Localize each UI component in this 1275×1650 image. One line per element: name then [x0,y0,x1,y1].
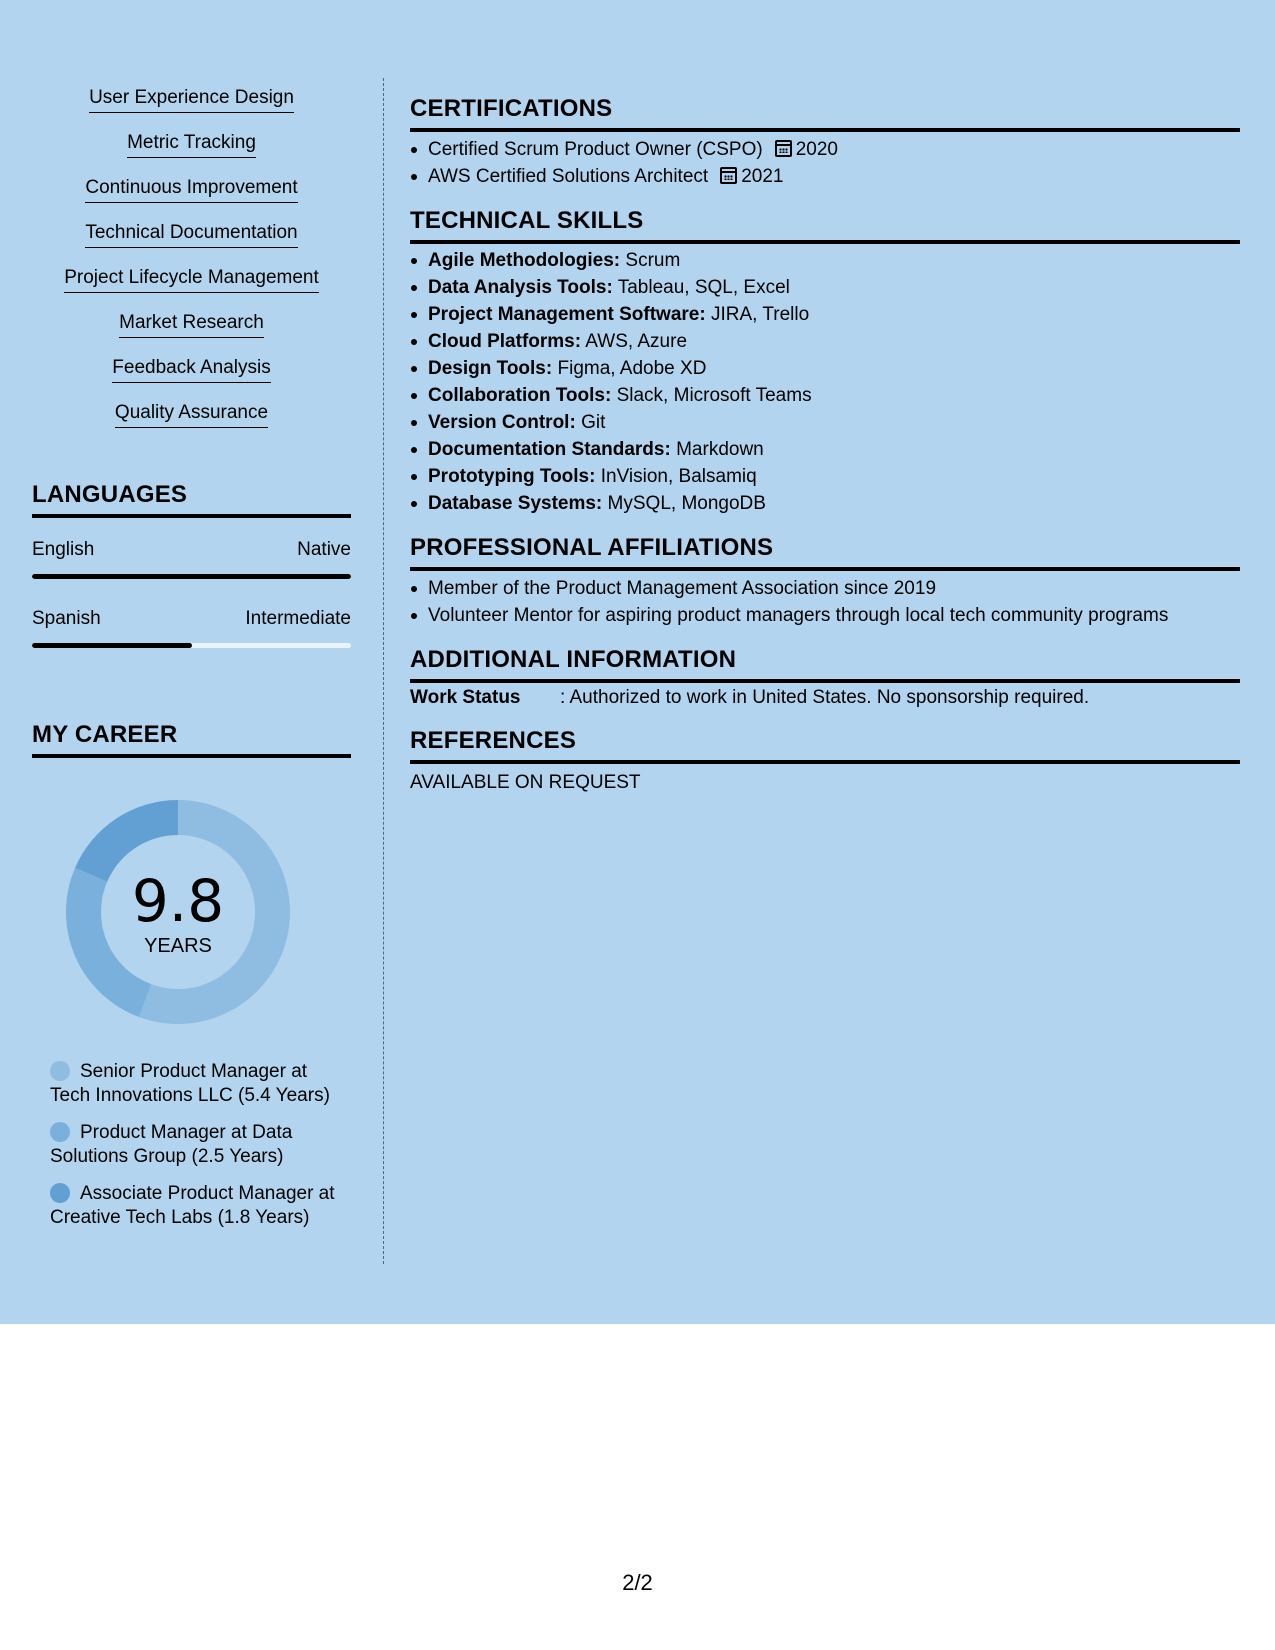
language-name: English [32,539,95,560]
skill-label: Feedback Analysis [112,356,270,383]
work-status-value: : Authorized to work in United States. No sponsorship required. [560,687,1090,708]
tech-skill-label: Collaboration Tools: [428,385,612,406]
tech-skill-item [428,409,1240,436]
column-divider [383,78,384,1264]
page-number: 2/2 [622,1570,653,1595]
tech-skill-label: Project Management Software: [428,304,706,325]
skill-item [32,221,351,266]
technical-skills-heading: TECHNICAL SKILLS [410,206,1240,244]
skill-item [32,401,351,446]
career-legend-item [50,1060,340,1108]
career-unit: YEARS [144,935,212,957]
calendar-icon [775,140,792,157]
career-donut-chart [66,800,290,1024]
skill-label: Technical Documentation [85,221,297,248]
work-status-label: Work Status [410,687,521,708]
certifications-list [428,136,1240,190]
language-bar-fill [32,643,192,648]
career-legend-item [50,1121,340,1169]
tech-skill-label: Cloud Platforms: [428,331,582,352]
language-level: Intermediate [245,608,351,629]
career-label: Product Manager at Data Solutions Group (2.5 Years) [50,1122,293,1167]
certification-year: 2020 [795,139,838,160]
skill-item [32,266,351,311]
tech-skill-label: Agile Methodologies: [428,250,621,271]
tech-skill-value: Scrum [625,250,681,271]
certification-name: AWS Certified Solutions Architect [428,166,709,187]
tech-skill-value: AWS, Azure [585,331,688,352]
tech-skill-item [428,436,1240,463]
certification-item [428,136,1240,163]
career-legend-item [50,1182,340,1230]
skill-label: Market Research [119,311,264,338]
certifications-heading: CERTIFICATIONS [410,94,1240,132]
language-bar-fill [32,574,351,579]
tech-skill-value: JIRA, Trello [710,304,810,325]
references-text: AVAILABLE ON REQUEST [410,772,641,793]
tech-skill-item [428,301,1240,328]
tech-skill-value: MySQL, MongoDB [607,493,766,514]
references-heading: REFERENCES [410,726,1240,764]
tech-skill-item [428,328,1240,355]
skill-item [32,356,351,401]
tech-skill-item [428,382,1240,409]
tech-skill-value: Figma, Adobe XD [557,358,707,379]
tech-skill-item [428,463,1240,490]
legend-dot-icon [50,1122,70,1142]
tech-skill-label: Prototyping Tools: [428,466,596,487]
legend-dot-icon [50,1183,70,1203]
additional-info-heading: ADDITIONAL INFORMATION [410,645,1240,683]
affiliations-list [428,575,1240,629]
affiliation-item: Volunteer Mentor for aspiring product managers through local tech community programs [428,602,1240,629]
tech-skill-label: Database Systems: [428,493,603,514]
calendar-icon [720,167,737,184]
languages-heading: LANGUAGES [32,480,351,518]
language-level: Native [297,539,351,560]
tech-skill-item [428,490,1240,517]
tech-skill-value: Git [581,412,606,433]
certification-name: Certified Scrum Product Owner (CSPO) [428,139,763,160]
tech-skill-value: InVision, Balsamiq [600,466,757,487]
tech-skill-item [428,355,1240,382]
language-bar [32,574,351,579]
technical-skills-list [428,247,1240,517]
skill-item [32,131,351,176]
tech-skill-value: Markdown [676,439,764,460]
tech-skill-label: Version Control: [428,412,576,433]
career-legend [50,1060,340,1243]
certification-item [428,163,1240,190]
tech-skill-label: Design Tools: [428,358,553,379]
language-name: Spanish [32,608,101,629]
career-label: Senior Product Manager at Tech Innovations LLC (5.4 Years) [50,1061,330,1106]
career-total: 9.8 [131,867,225,935]
tech-skill-value: Slack, Microsoft Teams [616,385,812,406]
affiliations-heading: PROFESSIONAL AFFILIATIONS [410,533,1240,571]
career-heading: MY CAREER [32,720,351,758]
skill-label: Quality Assurance [115,401,268,428]
legend-dot-icon [50,1061,70,1081]
language-spanish [32,607,351,648]
skill-label: Project Lifecycle Management [64,266,319,293]
language-english [32,538,351,579]
skill-label: User Experience Design [89,86,294,113]
work-status-row [410,686,1089,710]
certification-year: 2021 [741,166,784,187]
skill-label: Metric Tracking [127,131,256,158]
tech-skill-label: Data Analysis Tools: [428,277,613,298]
tech-skill-value: Tableau, SQL, Excel [617,277,790,298]
skill-item [32,176,351,221]
tech-skill-label: Documentation Standards: [428,439,671,460]
skill-item [32,86,351,131]
career-label: Associate Product Manager at Creative Tech Labs (1.8 Years) [50,1183,335,1228]
skills-list [32,86,351,446]
affiliation-item: Member of the Product Management Association since 2019 [428,575,1240,602]
skill-item [32,311,351,356]
skill-label: Continuous Improvement [85,176,297,203]
language-bar [32,643,351,648]
tech-skill-item [428,247,1240,274]
tech-skill-item [428,274,1240,301]
